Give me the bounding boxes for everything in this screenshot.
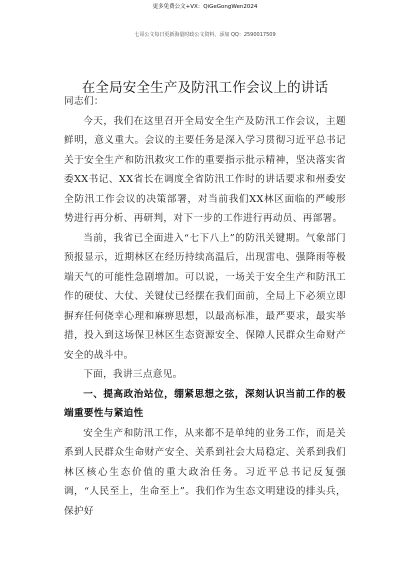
paragraph-2: 当前，我省已全面进入“七下八上”的防汛关键期。气象部门预报显示，近期林区在经历持续高温后，出现雷电、强降雨等极端天气的可能性急剧增加。可以说，一场关于安全生产和防汛工作的硬仗、大仗、关键仗已经摆在我们面前，全局上下必须立即摒弃任何侥幸心理和麻痹思想，以最高标准，最严要求，最实举措，投入到这场保卫林区生态资源安全、保障人民群众生命财产安全的战斗中。 bbox=[64, 232, 346, 361]
section-heading-1: 一、提高政治站位，绷紧思想之弦，深刻认识当前工作的极端重要性与紧迫性 bbox=[64, 388, 346, 419]
paragraph-3: 下面，我讲三点意见。 bbox=[83, 369, 183, 380]
section-1-paragraph: 安全生产和防汛工作，从来都不是单纯的业务工作，而是关系到人民群众生命财产安全、关系到社会大局稳定、关系到我们林区核心生态价值的重大政治任务。习近平总书记反复强调，“人民至上，生命至上”。我们作为生态文明建设的排头兵，保护好 bbox=[64, 427, 346, 517]
document-body bbox=[64, 92, 346, 521]
salutation: 同志们： bbox=[64, 96, 104, 107]
header-note: 七哥公文每日更新海量时政公文资料，添加 QQ：2590017509 bbox=[134, 32, 276, 38]
document-title: 在全局安全生产及防汛工作会议上的讲话 bbox=[81, 80, 329, 96]
paragraph-1: 今天，我们在这里召开全局安全生产及防汛工作会议，主题鲜明，意义重大。会议的主要任务是深入学习贯彻习近平总书记关于安全生产和防汛救灾工作的重要指示批示精神，坚决落实省委XX书记、XX省长在调度全省防汛工作时的讲话要求和州委安全防汛工作会议的决策部署，对当前我们XX林区面临的严峻形势进行再分析、再研判，对下一步的工作进行再动员、再部署。 bbox=[64, 115, 346, 224]
top-banner: 更多免费公文+VX：QiGeGongWen2024 bbox=[0, 0, 410, 14]
